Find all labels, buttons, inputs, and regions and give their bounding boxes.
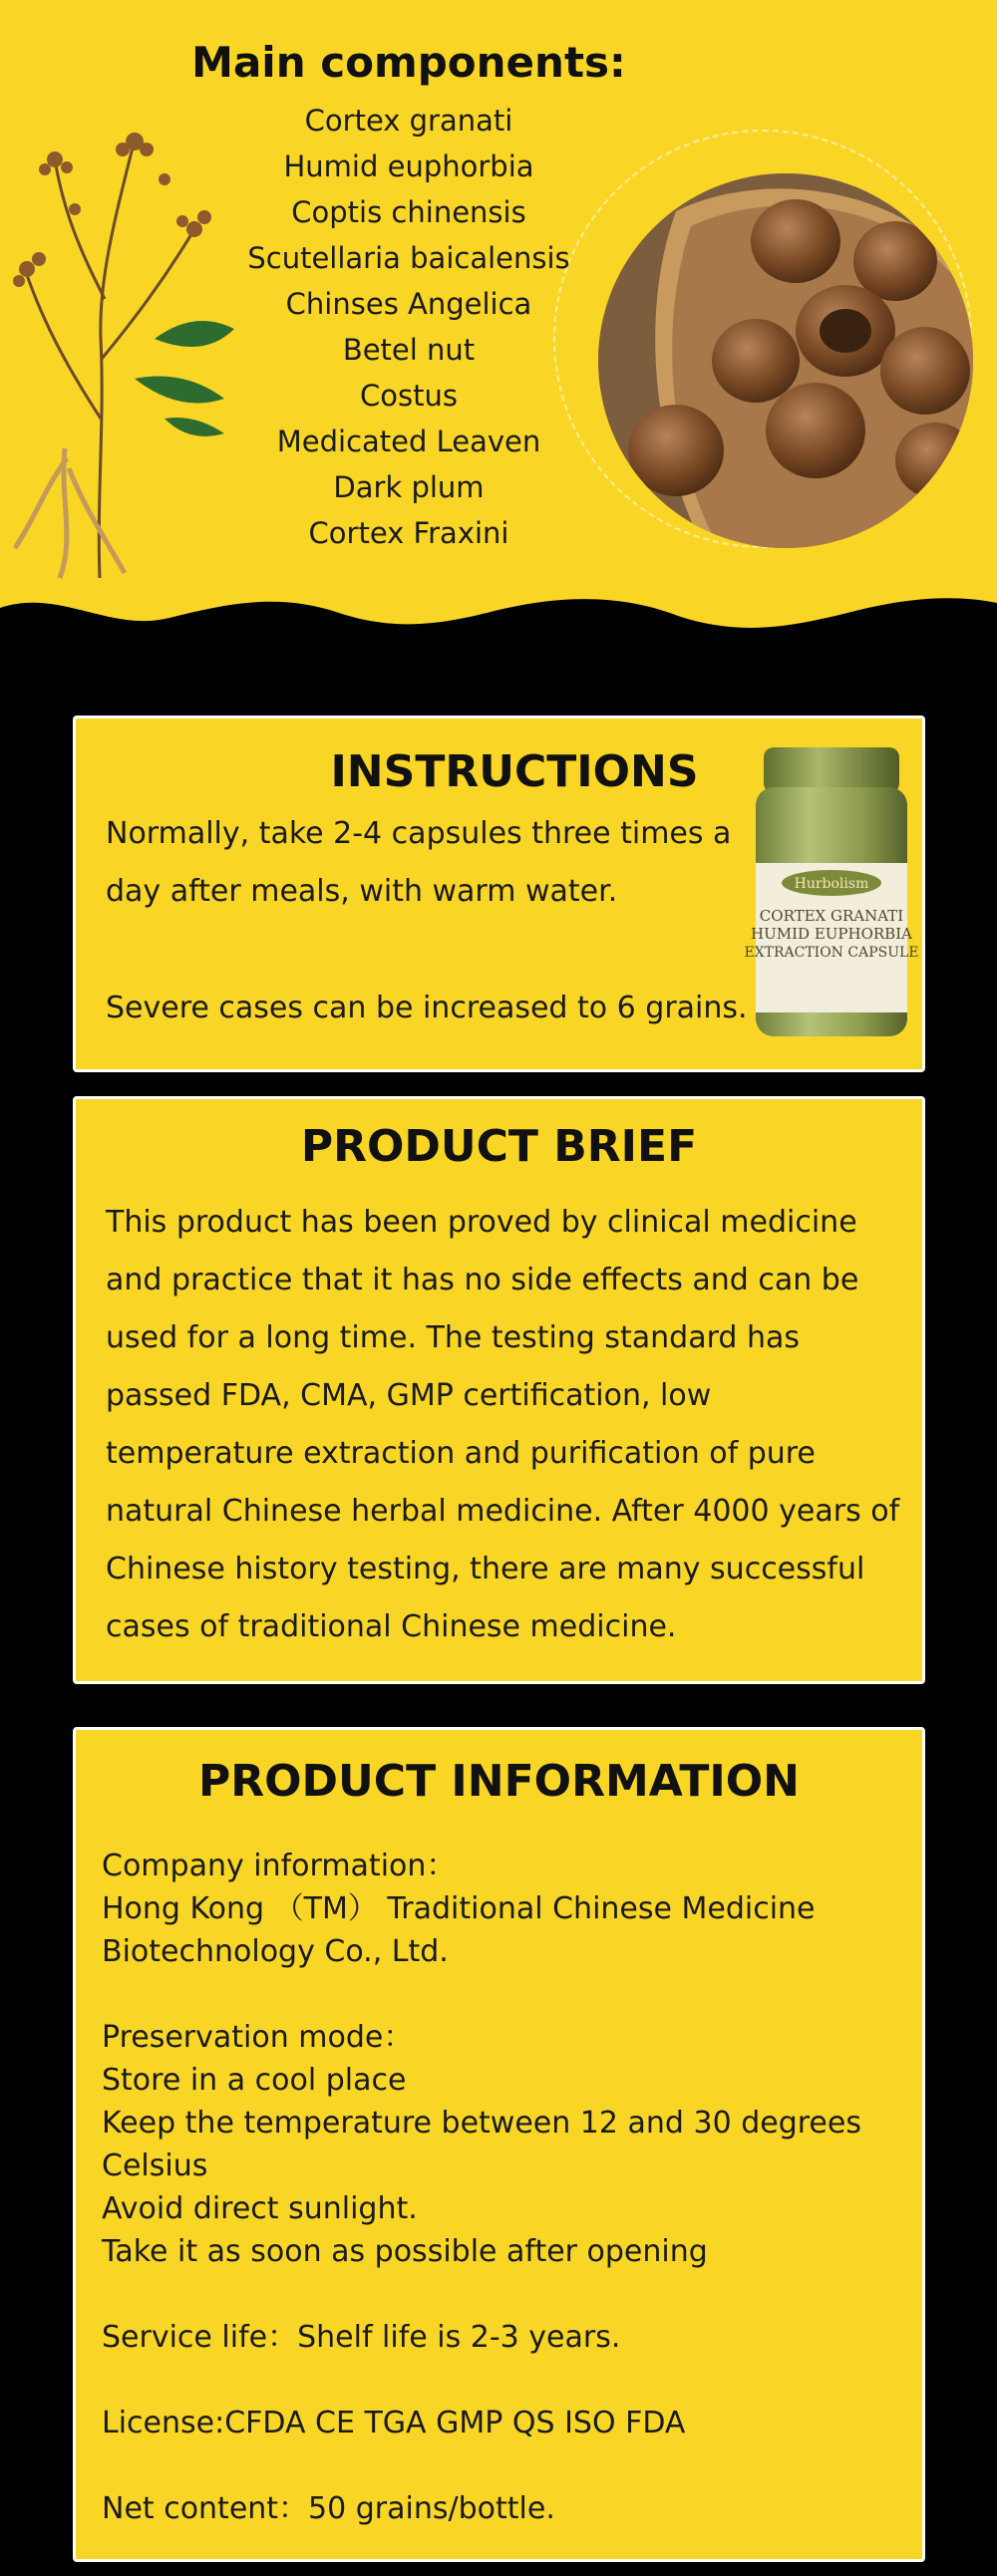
ingredient-item: Costus [360, 379, 458, 413]
license-text: License:CFDA CE TGA GMP QS ISO FDA [102, 2406, 686, 2440]
product-brief-card [73, 1096, 925, 1684]
service-life-block [102, 2316, 899, 2359]
preservation-line: Celsius [102, 2148, 208, 2183]
ingredients-list [209, 98, 608, 556]
preservation-line: Keep the temperature between 12 and 30 degrees [102, 2106, 861, 2141]
company-label: Company information： [102, 1849, 457, 1883]
product-brief-title: PRODUCT BRIEF [300, 1121, 698, 1172]
capsule-bottle-image [742, 743, 921, 1042]
company-name-line: Hong Kong （TM） Traditional Chinese Medicine [102, 1891, 816, 1926]
license-block [102, 2402, 899, 2444]
ingredient-item: Medicated Leaven [276, 425, 541, 458]
instructions-line: Normally, take 2-4 capsules three times a [106, 816, 732, 851]
preservation-block [102, 2016, 899, 2273]
instructions-title: INSTRUCTIONS [330, 746, 699, 797]
betel-nut-photo [596, 171, 975, 550]
ingredient-item: Dark plum [333, 470, 485, 504]
instructions-line: Severe cases can be increased to 6 grains. [106, 991, 748, 1025]
ingredient-item: Scutellaria baicalensis [247, 241, 570, 275]
product-information-title: PRODUCT INFORMATION [198, 1756, 800, 1807]
bottle-label-line: CORTEX GRANATI [759, 907, 904, 925]
preservation-line: Avoid direct sunlight. [102, 2191, 418, 2226]
service-life-text: Service life：Shelf life is 2-3 years. [102, 2320, 621, 2355]
bottle-label-line: EXTRACTION CAPSULE [744, 945, 919, 961]
wave-divider [0, 588, 997, 678]
product-information-card [73, 1727, 925, 2562]
product-brief-body: This product has been proved by clinical medicine and practice that it has no side effects and can be used for a long time. The testing standard has passed FDA, CMA, GMP certification, low temperature extraction and purification of pure natural Chinese herbal medicine. After 4000 years of Chinese history testing, there are many successful cases of traditional Chinese medicine. [106, 1205, 900, 1644]
net-content-block [102, 2487, 899, 2530]
instructions-line: day after meals, with warm water. [106, 874, 618, 909]
ingredient-item: Coptis chinensis [291, 195, 526, 229]
ingredient-item: Cortex granati [304, 104, 513, 138]
bottle-brand: Hurbolism [794, 876, 869, 892]
ingredient-item: Cortex Fraxini [308, 516, 509, 550]
ingredient-item: Betel nut [342, 333, 476, 367]
ingredient-item: Humid euphorbia [283, 149, 534, 183]
instructions-card [73, 716, 925, 1072]
company-name-line: Biotechnology Co., Ltd. [102, 1934, 449, 1969]
preservation-line: Store in a cool place [102, 2063, 407, 2098]
main-components-title: Main components: [191, 38, 626, 87]
preservation-line: Take it as soon as possible after opening [102, 2234, 708, 2269]
bottle-label-line: HUMID EUPHORBIA [751, 925, 912, 943]
ingredient-item: Chinses Angelica [285, 287, 532, 321]
net-content-text: Net content：50 grains/bottle. [102, 2491, 555, 2526]
preservation-label: Preservation mode： [102, 2020, 414, 2055]
company-information-block [102, 1845, 899, 1973]
